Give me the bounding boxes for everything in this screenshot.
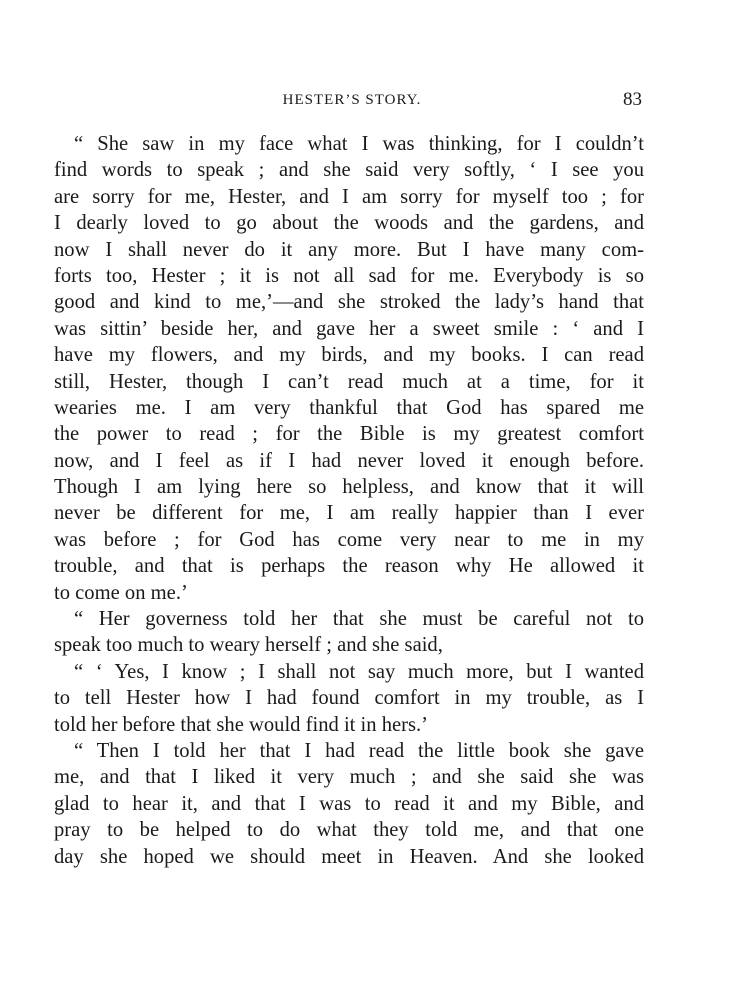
text-line: the power to read ; for the Bible is my greatest comfort [54,423,644,446]
text-line: trouble, and that is perhaps the reason why He allowed it [54,555,644,578]
text-line: told her before that she would find it in hers.’ [54,713,429,736]
text-line: forts too, Hester ; it is not all sad for me. Everybody is so [54,264,644,287]
text-line: “ Her governess told her that she must be careful not to [74,608,644,631]
text-line: good and kind to me,’—and she stroked the lady’s hand that [54,291,644,314]
text-line: now I shall never do it any more. But I have many com- [54,238,644,261]
text-line: wearies me. I am very thankful that God has spared me [54,396,644,419]
text-line: glad to hear it, and that I was to read it and my Bible, and [54,792,644,815]
text-line: “ She saw in my face what I was thinking, for I couldn’t [74,133,644,155]
text-line: was sittin’ beside her, and gave her a sweet smile : ‘ and I [54,317,644,340]
body-text [54,131,644,870]
text-line: I dearly loved to go about the woods and the gardens, and [54,212,644,235]
text-line: are sorry for me, Hester, and I am sorry for myself too ; for [54,185,644,208]
running-head [60,88,644,112]
text-line: “ Then I told her that I had read the little book she gave [74,739,644,762]
text-line: still, Hester, though I can’t read much at a time, for it [54,370,644,393]
text-line: was before ; for God has come very near to me in my [54,528,644,551]
running-title: HESTER’S STORY. [282,92,422,108]
text-line: never be different for me, I am really happier than I ever [54,502,644,525]
text-line: day she hoped we should meet in Heaven. And she looked [54,845,644,868]
text-line: to come on me.’ [54,581,188,604]
text-line: speak too much to weary herself ; and she said, [54,634,443,657]
text-line: find words to speak ; and she said very softly, ‘ I see you [54,159,644,182]
page-number: 83 [623,89,642,110]
text-line: Though I am lying here so helpless, and know that it will [54,476,644,499]
text-line: to tell Hester how I had found comfort in my trouble, as I [54,687,644,710]
text-line: now, and I feel as if I had never loved it enough before. [54,449,644,472]
text-line: pray to be helped to do what they told me, and that one [54,819,644,842]
text-line: “ ‘ Yes, I know ; I shall not say much more, but I wanted [74,660,644,683]
text-line: have my flowers, and my birds, and my books. I can read [54,344,644,367]
text-line: me, and that I liked it very much ; and she said she was [54,766,644,789]
